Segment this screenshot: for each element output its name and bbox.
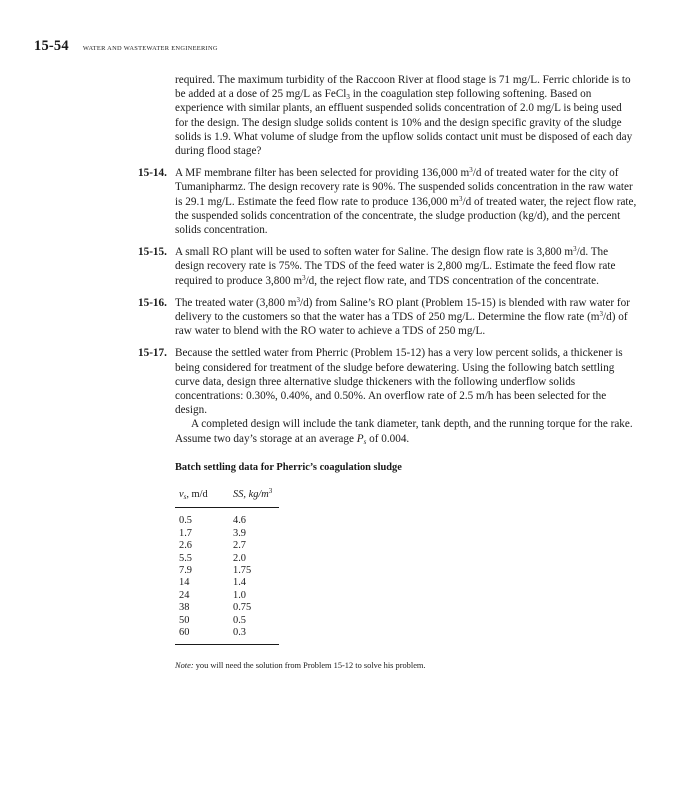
table-row: 38 0.75: [179, 602, 252, 614]
note-label: Note:: [175, 661, 194, 671]
problem-number: 15-14.: [138, 167, 167, 180]
table-row: 7.9 1.75: [179, 564, 252, 576]
table-row: 60 0.3: [175, 627, 279, 645]
table-header-row: [175, 487, 279, 508]
problem-text: A MF membrane filter has been selected for providing 136,000 $m^3/d$ of treated water for the city of Tumanipharmz. The design recovery rate is 90%. The suspended solids concentration in the raw water is 29.1 mg/L. Estimate the feed flow rate to produce 136,000 $m^3/d$ of treated water, the reject flow rate, the suspended solids concentration of the concentrate, the sludge production (kg/d), and the percent solids concentration.: [175, 166, 637, 237]
table-row: 50 0.5: [179, 614, 246, 626]
column-header-velocity: $v_s$, m/d: [175, 487, 233, 508]
intro-paragraph: required. The maximum turbidity of the Raccoon River at flood stage is 71 mg/L. Ferric chloride is to be added at a dose of 25 mg/L as FeCl$_3$ in the coagulation step following softening. Based on experience with similar plants, an effluent suspended solids concentration of 2.0 mg/L is being used for the design. The design sludge solids content is 10% and the design specific gravity of the sludge solids is 1.9. What volume of sludge from the upflow solids contact unit must be disposed of each day during flood stage?: [175, 74, 633, 158]
table-row: 1.7 3.9: [179, 527, 246, 539]
problem-text: The treated water (3,800 $m^3/d$) from Saline’s RO plant (Problem 15-15) is blended with raw water for delivery to the customers so that the water has a TDS of 250 mg/L. Determine the flow rate $(m^3/d)$ of raw water to blend with the RO water to achieve a TDS of 250 mg/L.: [175, 295, 630, 338]
note-text: you will need the solution from Problem 15-12 to solve his problem.: [193, 661, 426, 671]
table-row: 0.5 4.6: [179, 515, 246, 527]
settling-data-table: [175, 487, 279, 645]
problem-number: 15-17.: [138, 347, 167, 360]
table-row: 2.6 2.7: [179, 540, 246, 552]
table-row: 5.5 2.0: [179, 552, 246, 564]
problem-15-16: [138, 295, 637, 339]
problem-15-17: [138, 346, 637, 446]
problem-text-continuation: A completed design will include the tank diameter, tank depth, and the running torque for the rake. Assume two day’s storage at an average $P_s$ of 0.004.: [175, 418, 633, 446]
table-row: 24 1.0: [179, 589, 246, 601]
table-row: 14 1.4: [179, 577, 246, 589]
problem-text: Because the settled water from Pherric (Problem 15-12) has a very low percent solids, a thickener is being considered for treatment of the sludge before dewatering. Using the following batch settling curve data, design three alternative sludge thickeners with the following underflow solids concentrations: 0.30%, 0.40%, and 0.50%. An overflow rate of 2.5 m/h has been selected for the design.: [175, 347, 623, 417]
problem-number: 15-16.: [138, 296, 167, 309]
problem-15-15: [138, 245, 637, 288]
page-header: [34, 38, 218, 55]
table-note: [175, 659, 637, 673]
problem-text: A small RO plant will be used to soften water for Saline. The design flow rate is 3,800 $m^3/d$. The design recovery rate is 75%. The TDS of the feed water is 2,800 mg/L. Estimate the feed flow rate required to produce 3,800 $m^3/d$, the reject flow rate, and TDS concentration of the concentrate.: [175, 245, 616, 287]
running-head: WATER AND WASTEWATER ENGINEERING: [82, 45, 218, 52]
page-body: [138, 73, 637, 674]
table-title: Batch settling data for Pherric’s coagulation sludge: [175, 461, 402, 473]
problem-number: 15-15.: [138, 246, 167, 259]
page-number: 15-54: [34, 38, 69, 54]
column-header-solids: SS, $kg/m^3$: [233, 487, 279, 508]
problem-15-14: [138, 166, 637, 237]
